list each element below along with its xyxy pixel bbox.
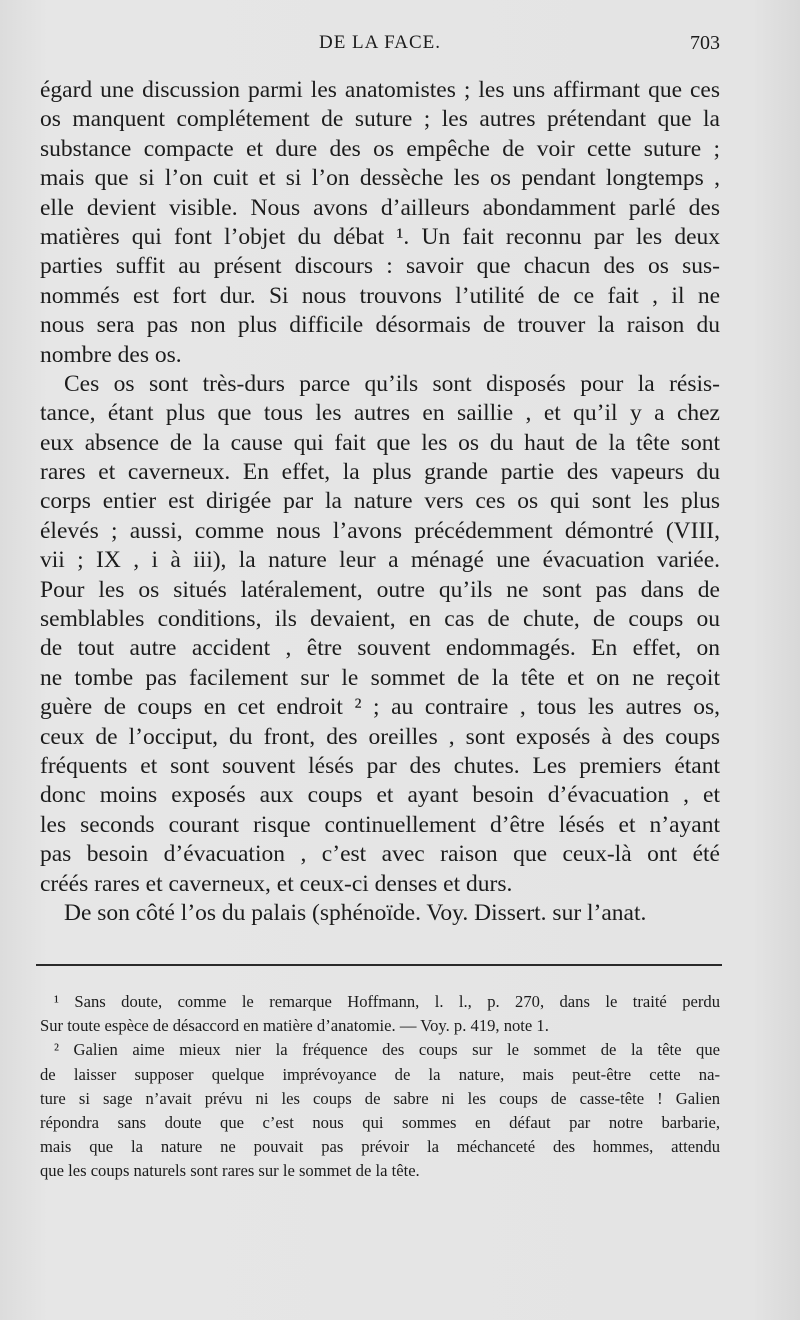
text-line: substance compacte et dure des os empêche de voir cette suture ; [40, 135, 720, 162]
text-line: nombre des os. [40, 341, 182, 368]
footnote-line: de laisser supposer quelque imprévoyance de la nature, mais peut-être cette na- [40, 1064, 720, 1084]
text-line: nommés est fort dur. Si nous trouvons l’utilité de ce fait , il ne [40, 282, 720, 309]
text-line: donc moins exposés aux coups et ayant besoin d’évacuation , et [40, 782, 720, 809]
footnote-line: mais que la nature ne pouvait pas prévoir la méchanceté des hommes, attendu [40, 1137, 720, 1157]
text-line: tance, étant plus que tous les autres en saillie , et qu’il y a chez [40, 400, 720, 427]
page-number: 703 [690, 32, 720, 54]
text-line: de tout autre accident , être souvent endommagés. En effet, on [40, 635, 720, 662]
text-line: Pour les os situés latéralement, outre qu’ils ne sont pas dans de [40, 576, 720, 603]
footnote-line: ture si sage n’avait prévu ni les coups de sabre ni les coups de casse-tête ! Galien [40, 1088, 720, 1108]
text-line: os manquent complétement de suture ; les autres prétendant que la [40, 106, 720, 133]
footnote-rule [36, 964, 722, 966]
main-text [40, 76, 720, 928]
text-line: corps entier est dirigée par la nature vers ces os qui sont les plus [40, 488, 720, 515]
text-line: eux absence de la cause qui fait que les os du haut de la tête sont [40, 429, 720, 456]
text-line: fréquents et sont souvent lésés par des chutes. Les premiers étant [40, 752, 720, 779]
page-header [40, 32, 720, 62]
text-line: matières qui font l’objet du débat ¹. Un fait reconnu par les deux [40, 223, 720, 250]
text-line: rares et caverneux. En effet, la plus grande partie des vapeurs du [40, 459, 720, 486]
text-line: elle devient visible. Nous avons d’ailleurs abondamment parlé des [40, 194, 720, 221]
footnote-line: ¹ Sans doute, comme le remarque Hoffmann, l. l., p. 270, dans le traité perdu [54, 992, 720, 1011]
footnote-line: Sur toute espèce de désaccord en matière d’anatomie. — Voy. p. 419, note 1. [40, 1016, 549, 1036]
text-line: semblables conditions, ils devaient, en cas de chute, de coups ou [40, 606, 720, 633]
text-line: parties suffit au présent discours : savoir que chacun des os sus- [40, 253, 720, 280]
text-line: guère de coups en cet endroit ² ; au contraire , tous les autres os, [40, 694, 720, 721]
text-line: égard une discussion parmi les anatomistes ; les uns affirmant que ces [40, 77, 720, 103]
text-line: vii ; IX , i à iii), la nature leur a ménagé une évacuation variée. [40, 547, 720, 574]
text-line: nous sera pas non plus difficile désormais de trouver la raison du [40, 312, 720, 339]
text-line: Ces os sont très-durs parce qu’ils sont disposés pour la résis- [64, 370, 720, 397]
text-line: élevés ; aussi, comme nous l’avons précédemment démontré (VIII, [40, 517, 720, 544]
footnote-line: répondra sans doute que c’est nous qui sommes en défaut par notre barbarie, [40, 1112, 720, 1132]
footnotes [40, 990, 720, 1184]
text-line: ne tombe pas facilement sur le sommet de la tête et on ne reçoit [40, 664, 720, 691]
running-head: DE LA FACE. [318, 32, 441, 53]
text-line: mais que si l’on cuit et si l’on dessèche les os pendant longtemps , [40, 165, 720, 192]
text-line: ceux de l’occiput, du front, des oreilles , sont exposés à des coups [40, 723, 720, 750]
text-line: créés rares et caverneux, et ceux-ci denses et durs. [40, 870, 513, 897]
text-line: les seconds courant risque continuellement d’être lésés et n’ayant [40, 811, 720, 838]
text-line: De son côté l’os du palais (sphénoïde. Voy. Dissert. sur l’anat. [64, 899, 647, 926]
text-line: pas besoin d’évacuation , c’est avec raison que ceux-là ont été [40, 841, 720, 868]
footnote-line: ² Galien aime mieux nier la fréquence des coups sur le sommet de la tête que [54, 1040, 720, 1060]
footnote-line: que les coups naturels sont rares sur le sommet de la tête. [40, 1161, 420, 1181]
